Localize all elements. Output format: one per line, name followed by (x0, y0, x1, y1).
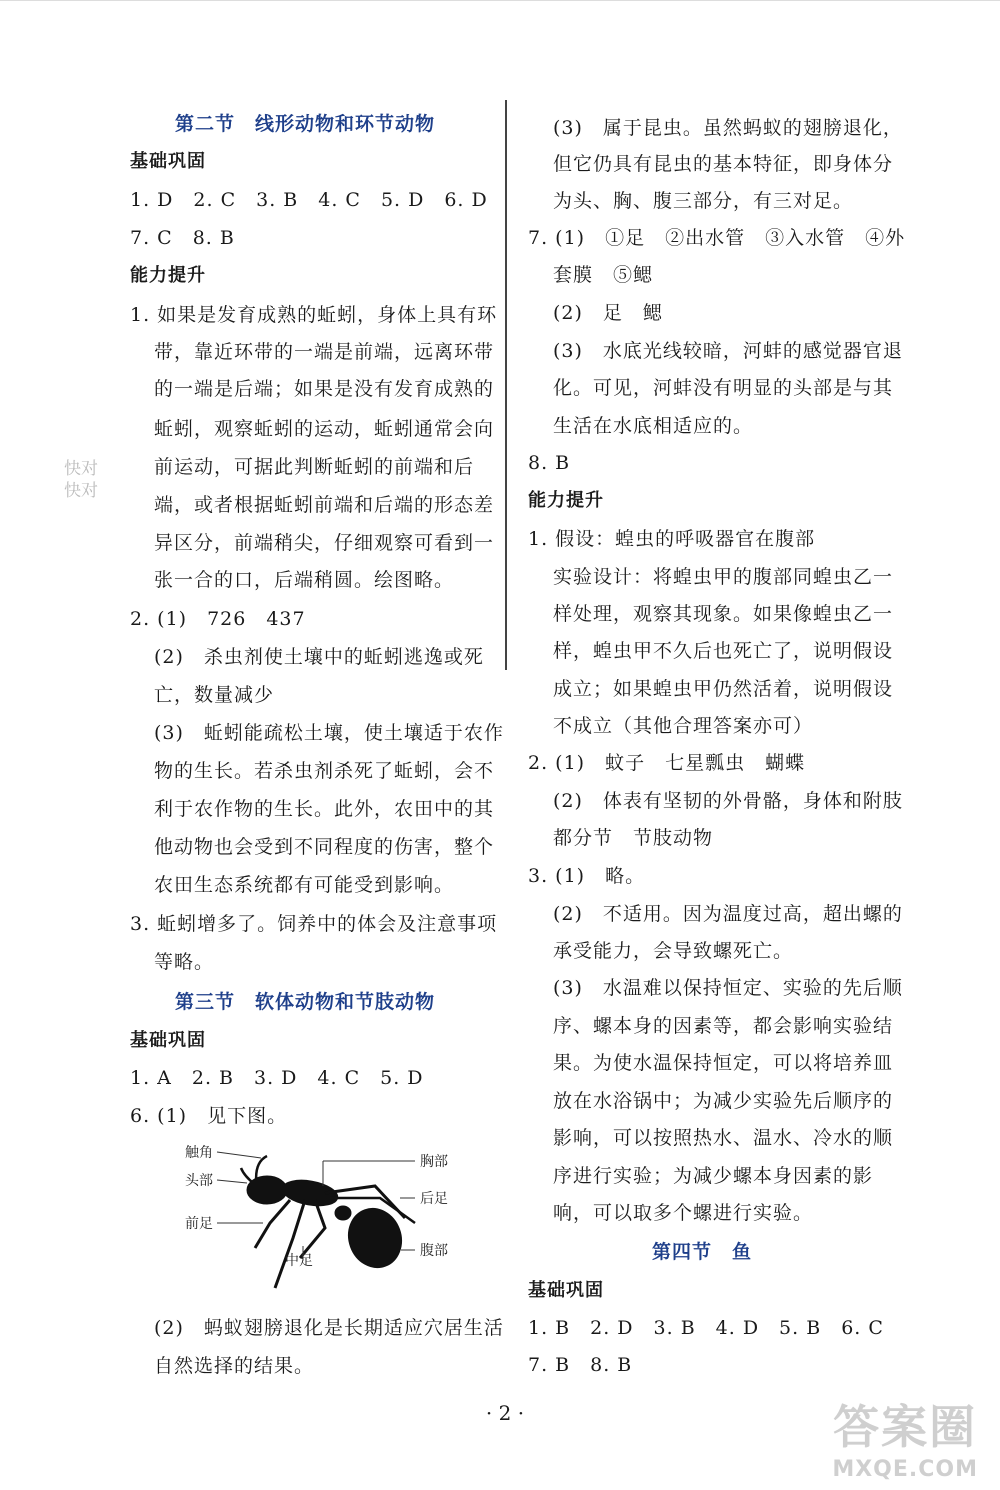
text-line: 1. 如果是发育成熟的蚯蚓，身体上具有环 (130, 304, 498, 326)
watermark-url: MXQE.COM (832, 1457, 978, 1482)
text-line: (3) 属于昆虫。虽然蚂蚁的翅膀退化， (553, 117, 903, 139)
answer-line: 1. D 2. C 3. B 4. C 5. D 6. D (130, 189, 488, 211)
text-line: 成立；如果蝗虫甲仍然活着，说明假设 (553, 678, 894, 700)
text-line: 不成立（其他合理答案亦可） (553, 715, 814, 737)
text-line: 3. 蚯蚓增多了。饲养中的体会及注意事项 (130, 913, 498, 935)
text-line: 实验设计：将蝗虫甲的腹部同蝗虫乙一 (553, 566, 894, 588)
text-line: 影响，可以按照热水、温水、冷水的顺 (553, 1127, 894, 1149)
text-line: 亡，数量减少 (154, 684, 275, 706)
text-line: 2. (1) 726 437 (130, 608, 306, 630)
heading-jichu: 基础巩固 (130, 1030, 206, 1051)
answer-line: 1. B 2. D 3. B 4. D 5. B 6. C (528, 1317, 884, 1339)
text-line: 3. (1) 略。 (528, 865, 646, 887)
answer-line: 6. (1) 见下图。 (130, 1105, 288, 1127)
top-edge-line (0, 0, 1000, 1)
text-line: 利于农作物的生长。此外，农田中的其 (154, 798, 495, 820)
text-line: 2. (1) 蚊子 七星瓢虫 蝴蝶 (528, 752, 806, 774)
text-line: 都分节 节肢动物 (553, 827, 714, 849)
text-line: 自然选择的结果。 (154, 1355, 315, 1377)
heading-nengli: 能力提升 (130, 265, 206, 286)
text-line: 前运动，可据此判断蚯蚓的前端和后 (154, 456, 475, 478)
side-watermark-line: 快对 (64, 481, 98, 501)
text-line: (2) 体表有坚韧的外骨骼，身体和附肢 (553, 790, 903, 812)
text-line: 为头、胸、腹三部分，有三对足。 (553, 190, 854, 212)
label-toubu: 头部 (185, 1173, 213, 1189)
side-watermark (64, 458, 98, 502)
side-watermark-line: 快对 (64, 459, 98, 479)
section-2-title: 第二节 线形动物和环节动物 (175, 113, 436, 135)
label-xiongbu: 胸部 (420, 1154, 448, 1170)
text-line: 承受能力，会导致螺死亡。 (553, 940, 794, 962)
text-line: 物的生长。若杀虫剂杀死了蚯蚓，会不 (154, 760, 495, 782)
text-line: 化。可见，河蚌没有明显的头部是与其 (553, 377, 894, 399)
text-line: 的一端是后端；如果是没有发育成熟的 (154, 378, 495, 400)
text-line: 他动物也会受到不同程度的伤害，整个 (154, 836, 495, 858)
text-line: 蚯蚓，观察蚯蚓的运动，蚯蚓通常会向 (154, 418, 495, 440)
text-line: 序进行实验；为减少螺本身因素的影 (553, 1165, 874, 1187)
label-fubu: 腹部 (420, 1243, 448, 1259)
heading-jichu: 基础巩固 (528, 1280, 604, 1301)
text-line: 放在水浴锅中；为减少实验先后顺序的 (553, 1090, 894, 1112)
text-line: (2) 足 鳃 (553, 302, 663, 324)
text-line: 带，靠近环带的一端是前端，远离环带 (154, 341, 495, 363)
text-line: 张一合的口，后端稍圆。绘图略。 (154, 569, 455, 591)
section-3-title: 第三节 软体动物和节肢动物 (175, 991, 436, 1013)
text-line: (2) 杀虫剂使土壤中的蚯蚓逃逸或死 (154, 646, 484, 668)
text-line: 但它仍具有昆虫的基本特征，即身体分 (553, 153, 894, 175)
label-zhongzu: 中足 (285, 1253, 313, 1269)
text-line: 果。为使水温保持恒定，可以将培养皿 (553, 1052, 894, 1074)
page-number: · 2 · (485, 1401, 525, 1425)
label-houzu: 后足 (420, 1191, 448, 1207)
answer-line: 7. C 8. B (130, 227, 235, 249)
text-line: 端，或者根据蚯蚓前端和后端的形态差 (154, 494, 495, 516)
text-line: (2) 蚂蚁翅膀退化是长期适应穴居生活 (154, 1317, 504, 1339)
corner-watermark (832, 1391, 978, 1482)
label-qianzu: 前足 (185, 1216, 213, 1232)
text-line: 样，蝗虫甲不久后也死亡了，说明假设 (553, 640, 894, 662)
text-line: 样处理，观察其现象。如果像蝗虫乙一 (553, 603, 894, 625)
text-line: (2) 不适用。因为温度过高，超出螺的 (553, 903, 903, 925)
section-4-title: 第四节 鱼 (652, 1241, 753, 1263)
answer-line: 7. B 8. B (528, 1354, 633, 1376)
watermark-logo: 答案圈 (833, 1400, 978, 1454)
ant-diagram (175, 1138, 475, 1303)
text-line: 序、螺本身的因素等，都会影响实验结 (553, 1015, 894, 1037)
label-chujiao: 触角 (185, 1145, 213, 1161)
text-line: 套膜 ⑤鳃 (553, 264, 654, 286)
ant-icon (241, 1156, 415, 1288)
text-line: 异区分，前端稍尖，仔细观察可看到一 (154, 532, 495, 554)
text-line: 响，可以取多个螺进行实验。 (553, 1202, 814, 1224)
text-line: 7. (1) ①足 ②出水管 ③入水管 ④外 (528, 227, 906, 249)
answer-line: 1. A 2. B 3. D 4. C 5. D (130, 1067, 424, 1089)
text-line: 生活在水底相适应的。 (553, 415, 754, 437)
text-line: (3) 水底光线较暗，河蚌的感觉器官退 (553, 340, 903, 362)
text-line: 1. 假设：蝗虫的呼吸器官在腹部 (528, 528, 816, 550)
text-line: 等略。 (154, 951, 215, 973)
text-line: (3) 蚯蚓能疏松土壤，使土壤适于农作 (154, 722, 504, 744)
text-line: 8. B (528, 452, 571, 474)
column-divider (505, 100, 507, 670)
text-line: (3) 水温难以保持恒定、实验的先后顺 (553, 977, 903, 999)
text-line: 农田生态系统都有可能受到影响。 (154, 874, 455, 896)
heading-jichu: 基础巩固 (130, 151, 206, 172)
heading-nengli: 能力提升 (528, 490, 604, 511)
